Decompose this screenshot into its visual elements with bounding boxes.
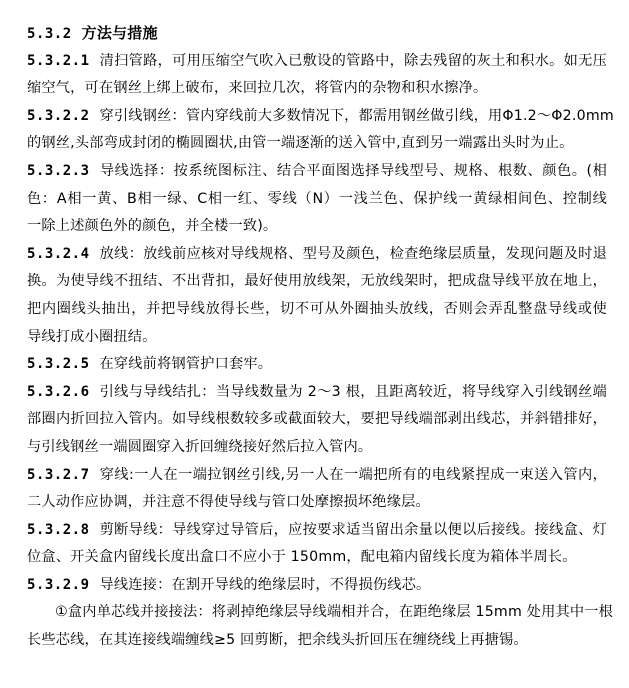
paragraph-text: 清扫管路，可用压缩空气吹入已敷设的管路中，除去残留的灰土和积水。如无压 [99, 52, 607, 69]
paragraph-text: 一除上述颜色外的颜色，并全楼一致)。 [27, 218, 278, 235]
paragraph-text: 把内圈线头抽出，并把导线放得长些，切不可从外圈抽头放线，否则会弄乱整盘导线或使 [27, 300, 607, 317]
paragraph-text: 色：A相一黄、B相一绿、C相一红、零线（N）一浅兰色、保护线一黄绿相间色、控制线 [27, 190, 607, 207]
paragraph-line [27, 241, 607, 269]
section-heading [27, 20, 607, 48]
paragraph-text: 穿线:一人在一端拉钢丝引线,另一人在一端把所有的电线紧捏成一束送入管内， [99, 466, 607, 483]
paragraph-text: 部圈内折回拉入管内。如导线根数较多或截面较大，要把导线端部剥出线芯，并斜错排好， [27, 411, 607, 428]
clause-number: 5.3.2.1 [27, 52, 90, 69]
paragraph-line [27, 599, 614, 627]
paragraph-text: 导线连接：在割开导线的绝缘层时，不得损伤线芯。 [99, 576, 431, 593]
clause-number: 5.3.2.7 [27, 466, 90, 483]
paragraph-line [27, 186, 607, 214]
paragraph-text: 放线：放线前应核对导线规格、型号及颜色，检查绝缘层质量，发现问题及时退 [99, 245, 607, 262]
clause-number: 5.3.2.9 [27, 576, 90, 593]
clause-number: 5.3.2.8 [27, 521, 90, 538]
paragraph-line [27, 324, 607, 352]
paragraph-line [27, 627, 607, 655]
paragraph-line [27, 48, 607, 76]
paragraph-text: 穿引线钢丝：管内穿线前大多数情况下，都需用钢丝做引线，用Φ1.2～Φ2.0mm [99, 107, 614, 124]
paragraph-line [27, 544, 607, 572]
paragraph-text: 换。为使导线不扭结、不出背扣，最好使用放线架，无放线架时，把成盘导线平放在地上， [27, 273, 607, 290]
clause-number: 5.3.2.5 [27, 356, 90, 373]
paragraph-text: 在穿线前将钢管护口套牢。 [99, 356, 273, 373]
paragraph-text: 与引线钢丝一端圆圈穿入折回缠绕接好然后拉入管内。 [27, 438, 373, 455]
paragraph-text: 引线与导线结扎：当导线数量为 2～3 根，且距离较近，将导线穿入引线钢丝端 [99, 383, 607, 400]
paragraph-line [27, 462, 607, 490]
paragraph-line [27, 158, 607, 186]
clause-number: 5.3.2.6 [27, 383, 90, 400]
paragraph-text: 的钢丝,头部弯成封闭的椭圆圈状,由管一端逐渐的送入管中,直到另一端露出头时为止。 [27, 135, 574, 152]
heading-number: 5.3.2 [27, 26, 72, 42]
paragraph-line [27, 213, 607, 241]
paragraph-text: 导线选择：按系统图标注、结合平面图选择导线型号、规格、根数、颜色。(相 [99, 162, 607, 179]
paragraph-line [27, 406, 607, 434]
paragraph-line [27, 434, 607, 462]
paragraph-text: 剪断导线：导线穿过导管后，应按要求适当留出余量以便以后接线。接线盒、灯 [99, 521, 607, 538]
paragraph-text: ①盒内单芯线并接接法：将剥掉绝缘层导线端相并合，在距绝缘层 15mm 处用其中一根 [55, 604, 614, 621]
paragraph-line [27, 572, 607, 600]
paragraph-text: 缩空气，可在钢丝上绑上破布，来回拉几次，将管内的杂物和积水擦净。 [27, 80, 488, 97]
paragraph-line [27, 296, 607, 324]
paragraph-text: 位盒、开关盒内留线长度出盒口不应小于 150mm，配电箱内留线长度为箱体半周长。 [27, 549, 577, 566]
paragraph-text: 二人动作应协调，并注意不得使导线与管口处摩擦损坏绝缘层。 [27, 494, 430, 511]
paragraph-line [27, 351, 607, 379]
paragraph-line [27, 379, 607, 407]
paragraph-line [27, 517, 607, 545]
heading-title: 方法与措施 [81, 24, 158, 42]
paragraph-line [27, 489, 607, 517]
paragraph-line [27, 130, 607, 158]
paragraph-line [27, 75, 607, 103]
paragraph-text: 长些芯线，在其连接线端缠线≥5 回剪断，把余线头折回压在缠绕线上再搪锡。 [27, 632, 528, 649]
clause-number: 5.3.2.3 [27, 162, 90, 179]
paragraph-line [27, 103, 614, 131]
clause-number: 5.3.2.2 [27, 107, 90, 124]
paragraph-line [27, 268, 607, 296]
paragraph-text: 导线打成小圈扭结。 [27, 328, 157, 345]
clause-number: 5.3.2.4 [27, 245, 90, 262]
document-body [27, 20, 614, 655]
